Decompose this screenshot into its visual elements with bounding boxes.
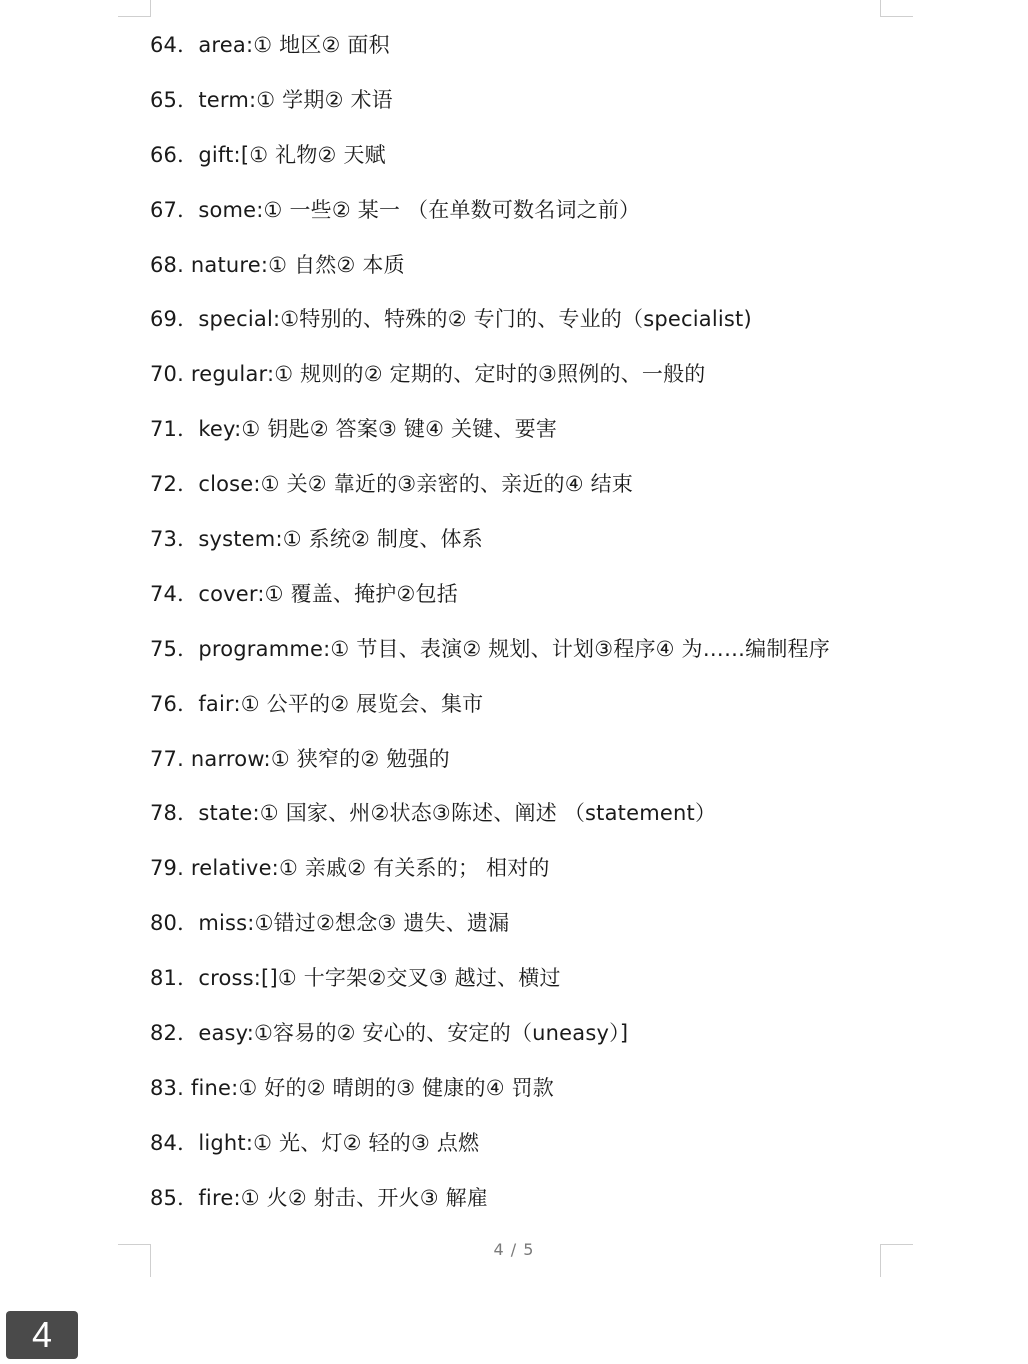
vocabulary-list xyxy=(150,27,1010,1235)
vocab-line: 80．miss:①错过②想念③ 遗失、遗漏 xyxy=(150,911,510,936)
crop-mark-top-left xyxy=(118,0,151,17)
vocab-line: 69．special:①特别的、特殊的② 专门的、专业的（specialist) xyxy=(150,307,752,332)
vocab-line: 70. regular:① 规则的② 定期的、定时的③照例的、一般的 xyxy=(150,362,706,387)
vocab-line: 64．area:① 地区② 面积 xyxy=(150,33,390,57)
vocab-line: 79. relative:① 亲戚② 有关系的； 相对的 xyxy=(150,856,550,881)
vocab-line: 82．easy:①容易的② 安心的、安定的（uneasy）] xyxy=(150,1021,629,1046)
vocab-line: 73．system:① 系统② 制度、体系 xyxy=(150,527,483,552)
vocab-line: 74．cover:① 覆盖、掩护②包括 xyxy=(150,581,458,606)
vocab-line: 71．key:① 钥匙② 答案③ 键④ 关键、要害 xyxy=(150,417,558,442)
page-number: 4 / 5 xyxy=(493,1240,535,1259)
vocab-line: 76．fair:① 公平的② 展览会、集市 xyxy=(150,691,484,716)
vocab-line: 81．cross:[]① 十字架②交叉③ 越过、横过 xyxy=(150,966,561,991)
vocab-line: 77. narrow:① 狭窄的② 勉强的 xyxy=(150,746,450,771)
vocab-line: 72．close:① 关② 靠近的③亲密的、亲近的④ 结束 xyxy=(150,472,634,497)
image-index-badge: 4 xyxy=(6,1311,78,1359)
vocab-line: 65．term:① 学期② 术语 xyxy=(150,87,393,112)
vocab-line: 83. fine:① 好的② 晴朗的③ 健康的④ 罚款 xyxy=(150,1075,555,1100)
vocab-line: 67．some:① 一些② 某一 （在单数可数名词之前） xyxy=(150,197,641,222)
vocab-line: 66．gift:[① 礼物② 天赋 xyxy=(150,142,386,167)
vocab-line: 75．programme:① 节目、表演② 规划、计划③程序④ 为……编制程序 xyxy=(150,636,830,661)
vocab-line: 78．state:① 国家、州②状态③陈述、阐述 （statement） xyxy=(150,801,717,826)
vocab-line: 68. nature:① 自然② 本质 xyxy=(150,252,405,277)
vocab-line: 85．fire:① 火② 射击、开火③ 解雇 xyxy=(150,1185,489,1210)
vocab-line: 84．light:① 光、灯② 轻的③ 点燃 xyxy=(150,1130,480,1155)
crop-mark-top-right xyxy=(880,0,913,17)
